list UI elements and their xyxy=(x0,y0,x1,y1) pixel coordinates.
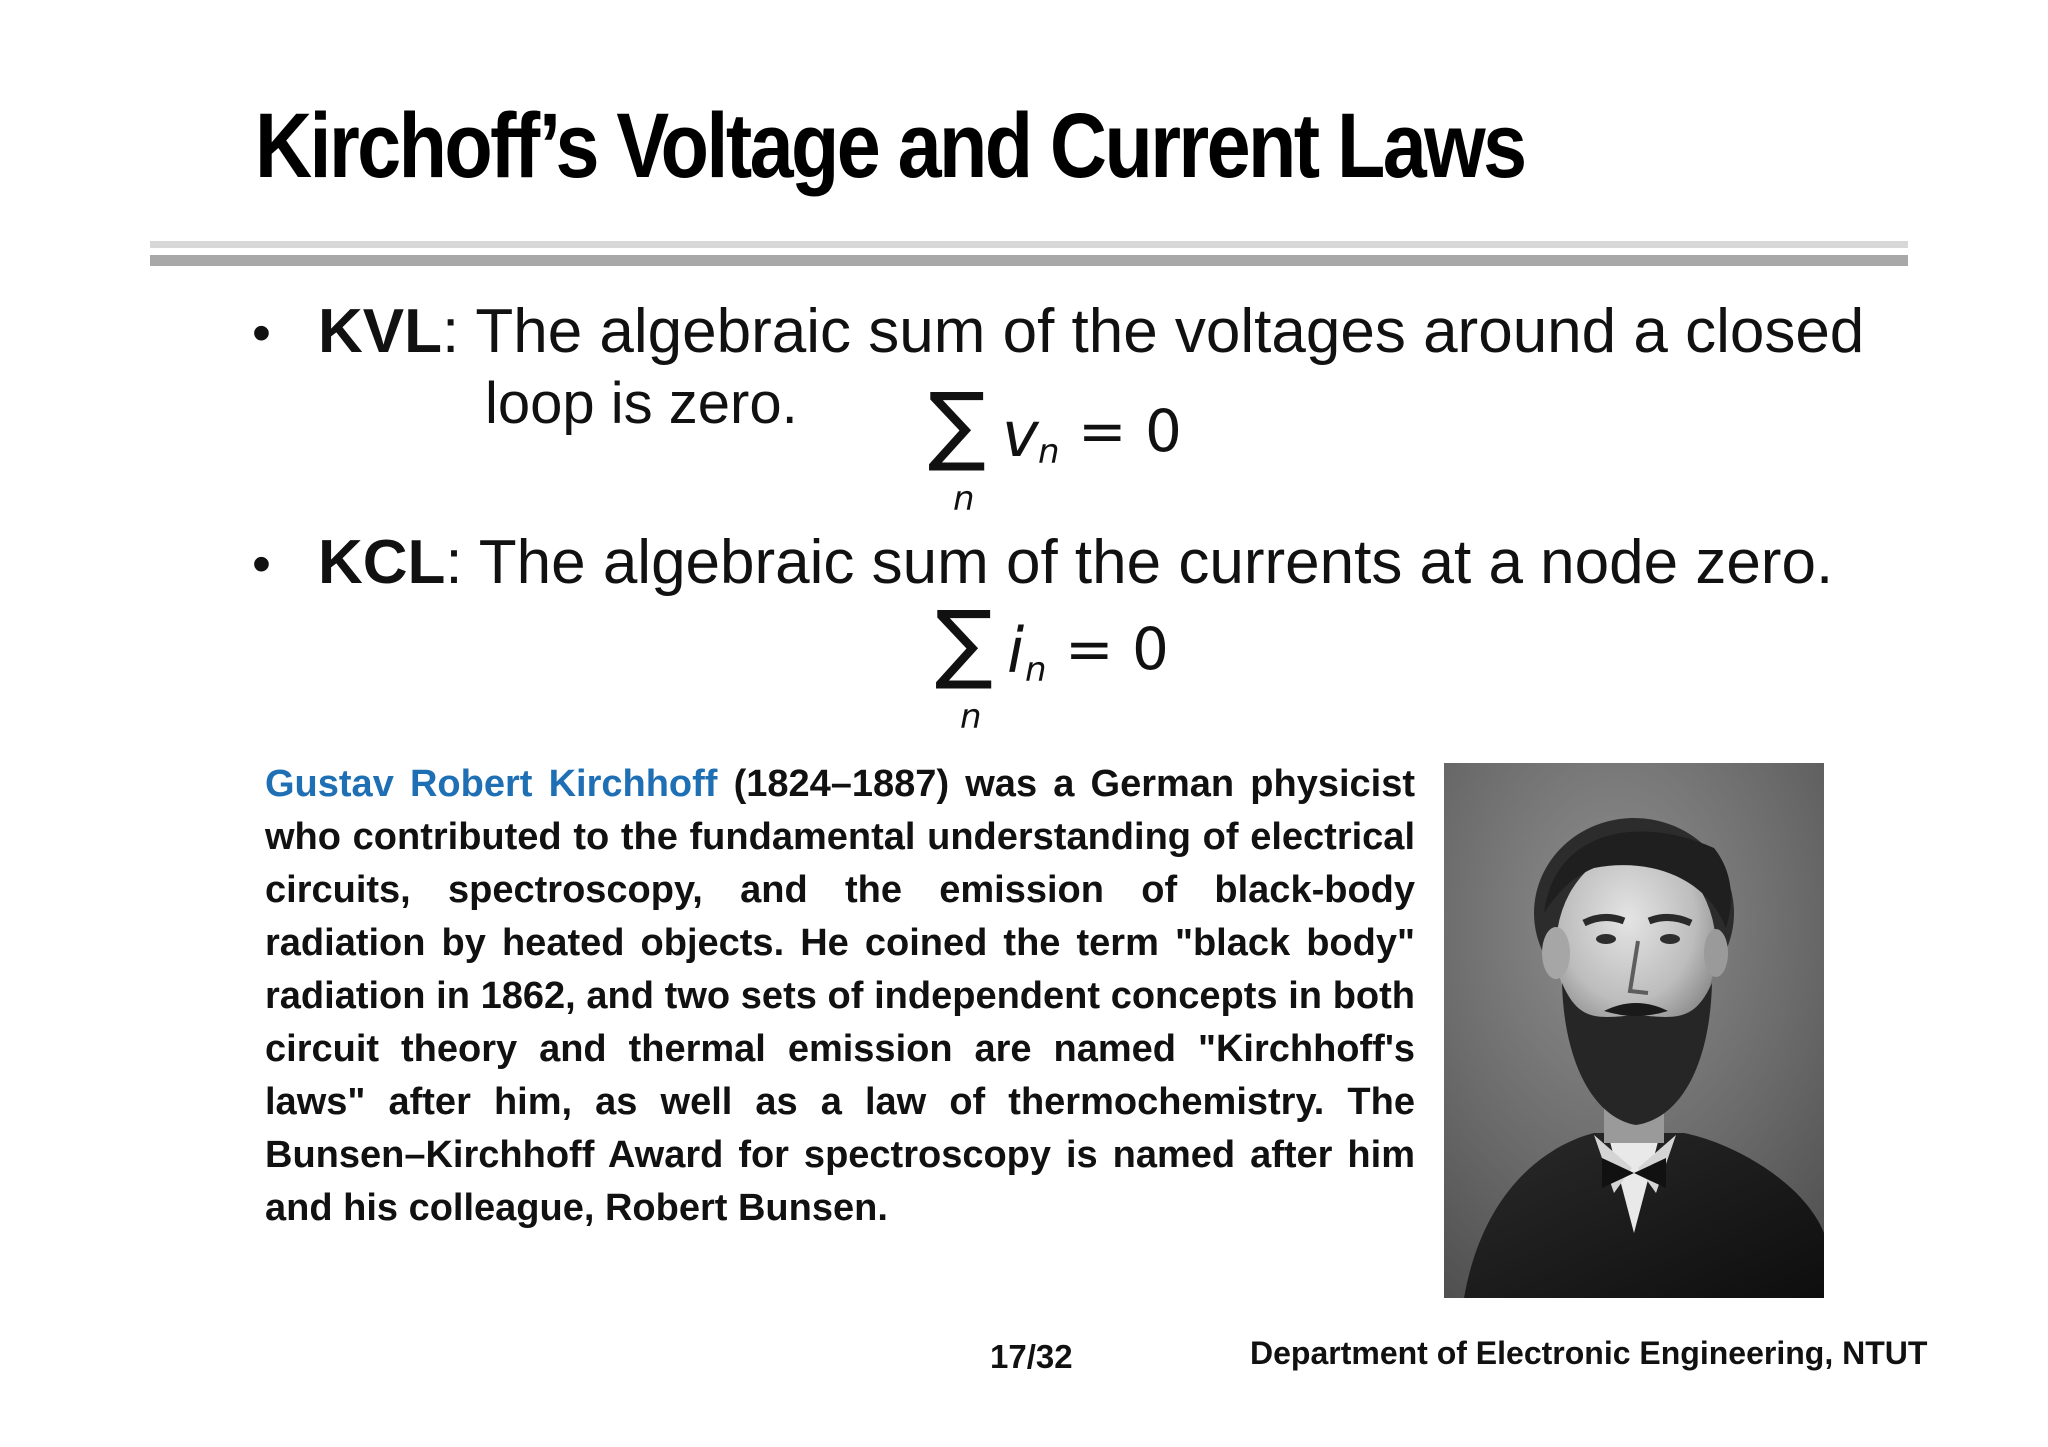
kcl-equation xyxy=(935,593,1175,737)
kvl-bullet: • xyxy=(252,303,271,363)
kcl-text: The algebraic sum of the currents at a node zero. xyxy=(462,528,1834,597)
kcl-subscript: n xyxy=(1025,650,1047,690)
kcl-statement xyxy=(318,528,1834,597)
kcl-rhs: = 0 xyxy=(1065,615,1169,683)
kcl-term: KCL xyxy=(318,528,446,597)
kvl-text: The algebraic sum of the voltages around a closed xyxy=(459,297,1865,366)
kcl-colon: : xyxy=(445,528,463,597)
kvl-sigma-symbol: ∑ xyxy=(928,375,986,475)
slide-title: Kirchoff’s Voltage and Current Laws xyxy=(255,95,1525,197)
title-divider-light xyxy=(150,241,1908,248)
kvl-colon: : xyxy=(442,297,460,366)
kvl-statement xyxy=(318,297,1865,366)
kvl-sum-index: n xyxy=(953,479,975,519)
biography-text: (1824–1887) was a German physicist who contributed to the fundamental understanding of electrical circuits, spectroscopy, and the emission of black-body radiation by heated objects. He coined the term "black body" radiation in 1862, and two sets of independent concepts in both circuit theory and thermal emission are named "Kirchhoff's laws" after him, as well as a law of thermochemistry. The Bunsen–Kirchhoff Award for spectroscopy is named after him and his colleague, Robert Bunsen. xyxy=(265,763,1415,1229)
kcl-variable: i xyxy=(1007,614,1025,687)
kcl-bullet: • xyxy=(252,534,271,594)
kirchhoff-name: Gustav Robert Kirchhoff xyxy=(265,763,718,805)
kvl-term: KVL xyxy=(318,297,442,366)
page-number: 17/32 xyxy=(990,1338,1073,1375)
kvl-equation xyxy=(928,375,1188,519)
title-divider-dark xyxy=(150,255,1908,266)
kvl-subscript: n xyxy=(1038,432,1060,472)
kcl-sigma-symbol: ∑ xyxy=(935,593,993,693)
kvl-variable: v xyxy=(1002,398,1039,471)
kirchhoff-biography xyxy=(265,758,1415,1235)
kcl-sum-index: n xyxy=(960,697,982,737)
kirchhoff-portrait xyxy=(1444,763,1824,1298)
kvl-rhs: = 0 xyxy=(1078,397,1182,465)
kvl-text-continued: loop is zero. xyxy=(485,371,798,436)
footer-department: Department of Electronic Engineering, NTUT xyxy=(1250,1335,1928,1371)
